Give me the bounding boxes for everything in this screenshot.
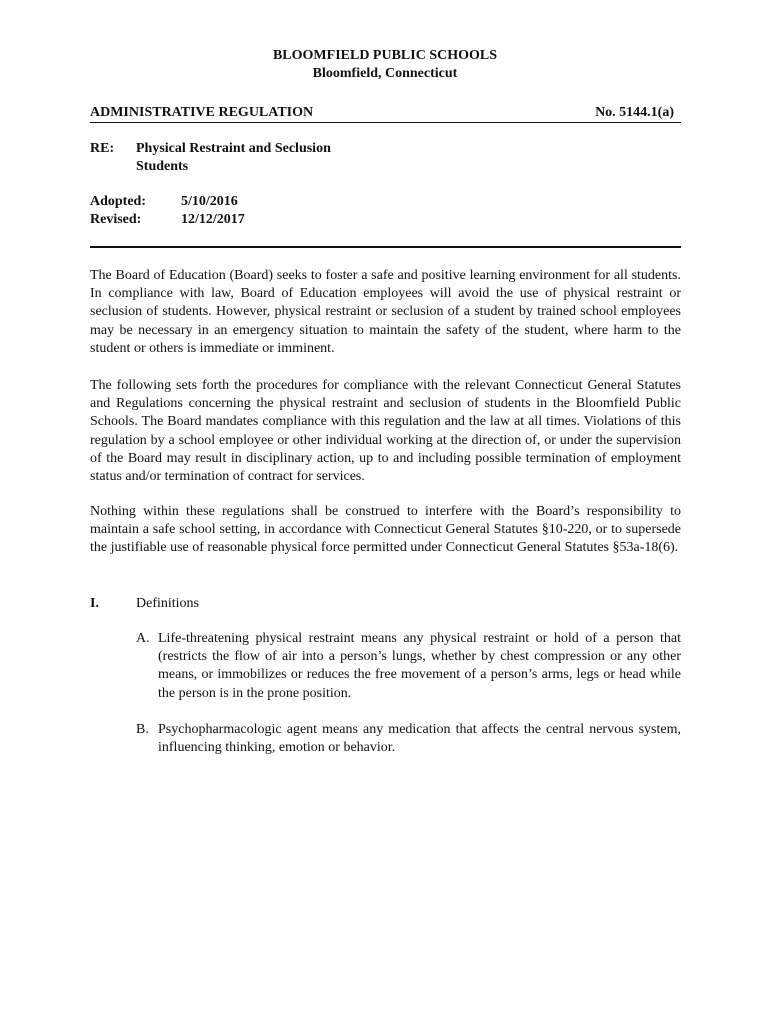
header-divider (90, 122, 681, 123)
body-paragraph-intro: The Board of Education (Board) seeks to foster a safe and positive learning environment for all students. In compliance with law, Board of Education employees will avoid the use of physical restraint or seclusion of students. However, physical restraint or seclusion of a student by trained school employees may be necessary in an emergency situation to maintain the safety of the student, where harm to the student or others is immediate or imminent. (90, 268, 681, 356)
definition-item (136, 721, 681, 757)
definition-text: Psychopharmacologic agent means any medication that affects the central nervous system, influencing thinking, emotion or behavior. (158, 722, 681, 756)
re-label: RE: (90, 141, 115, 156)
regulation-type: ADMINISTRATIVE REGULATION (90, 105, 314, 120)
regulation-subject: Physical Restraint and Seclusion Students (136, 141, 331, 174)
section-divider (90, 246, 681, 248)
regulation-number: No. 5144.1(a) (595, 105, 674, 120)
definition-letter: B. (136, 722, 149, 737)
revised-date: 12/12/2017 (181, 212, 245, 227)
adopted-label: Adopted: (90, 194, 147, 209)
definition-letter: A. (136, 631, 150, 646)
section-number: I. (90, 596, 99, 611)
organization-name: BLOOMFIELD PUBLIC SCHOOLS (272, 48, 498, 63)
body-paragraph-limitations: Nothing within these regulations shall be construed to interfere with the Board’s responsibility to maintain a safe school setting, in accordance with Connecticut General Statutes §10-220, or to supersede the justifiable use of reasonable physical force permitted under Connecticut General Statutes §53a-18(6). (90, 504, 681, 556)
section-title: Definitions (136, 596, 199, 611)
revised-label: Revised: (90, 212, 142, 227)
definition-item (136, 630, 681, 703)
adopted-date: 5/10/2016 (181, 194, 238, 209)
definition-text: Life-threatening physical restraint means any physical restraint or hold of a person that (restricts the flow of air into a person’s lungs, whether by chest compression or any other means, or immobilizes or reduces the free movement of a person’s arms, legs or head while the person is in the prone position. (158, 631, 681, 701)
organization-location: Bloomfield, Connecticut (312, 66, 458, 81)
body-paragraph-procedures: The following sets forth the procedures for compliance with the relevant Connecticut General Statutes and Regulations concerning the physical restraint and seclusion of students in the Bloomfield Public Schools. The Board mandates compliance with this regulation and the law at all times. Violations of this regulation by a school employee or other individual working at the direction of, or under the supervision of the Board may result in disciplinary action, up to and including possible termination of employment status and/or termination of contract for services. (90, 378, 681, 485)
